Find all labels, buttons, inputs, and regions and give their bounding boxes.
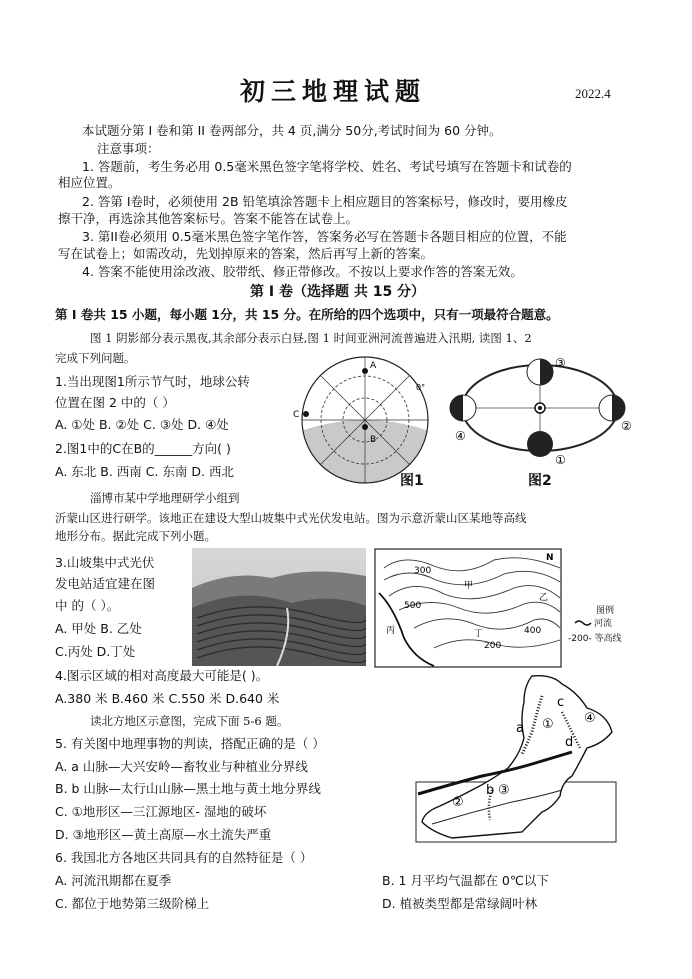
intro-line: 相应位置。	[58, 175, 121, 190]
figure-2-orbit-diagram	[445, 350, 635, 475]
intro-q34-line: 沂蒙山区进行研学。该地正在建设大型山坡集中式光伏发电站。图为示意沂蒙山区某地等高线	[55, 511, 527, 525]
place-label: 丁	[474, 629, 484, 639]
figure-2-label: 图2	[528, 473, 552, 489]
fig2-pos-4: ④	[455, 429, 466, 443]
q2-stem: 2.图1中的C在B的______方向( )	[55, 441, 231, 456]
legend-title: 图例	[596, 606, 615, 616]
intro-line: 本试题分第 I 卷和第 II 卷两部分，共 4 页,满分 50分,考试时间为 60 分钟。	[82, 123, 502, 138]
q4-options: A.380 米 B.460 米 C.550 米 D.640 米	[55, 691, 280, 706]
figure-1-label: 图1	[400, 473, 424, 489]
fig1-label-b: B	[370, 435, 377, 445]
place-label: 丙	[386, 626, 396, 636]
contour-label: 400	[524, 626, 542, 636]
q5-stem: 5. 有关图中地理事物的判读，搭配正确的是（ ）	[55, 736, 325, 751]
q5-option-c: C. ①地形区—三江源地区- 湿地的破坏	[55, 804, 267, 819]
q5-option-a: A. a 山脉—大兴安岭—畜牧业与种植业分界线	[55, 759, 308, 774]
intro-q56: 读北方地区示意图，完成下面 5-6 题。	[90, 714, 289, 728]
q3-options: A. 甲处 B. 乙处	[55, 621, 142, 636]
exam-date: 2022.4	[575, 86, 611, 101]
section-title: 第 I 卷（选择题 共 15 分）	[250, 284, 426, 300]
map-label-b: b	[486, 783, 495, 798]
q3-stem: 3.山坡集中式光伏	[55, 555, 155, 570]
map-label-d: d	[565, 735, 574, 750]
q6-option-a: A. 河流汛期都在夏季	[55, 873, 172, 888]
contour-label: 500	[404, 601, 422, 611]
place-label: 乙	[539, 593, 549, 603]
legend-river-symbol	[574, 618, 592, 628]
page-title: 初三地理试题	[240, 77, 427, 106]
q2-options: A. 东北 B. 西南 C. 东南 D. 西北	[55, 464, 234, 479]
intro-line: 1. 答题前，考生务必用 0.5毫米黑色签字笔将学校、姓名、考试号填写在答题卡和试卷的	[82, 159, 572, 174]
intro-line: 3. 第II卷必须用 0.5毫米黑色签字笔作答，答案务必写在答题卡各题目相应的位置，不能	[82, 229, 567, 244]
q6-option-d: D. 植被类型都是常绿阔叶林	[382, 896, 538, 911]
intro-line: 4. 答案不能使用涂改液、胶带纸、修正带修改。不按以上要求作答的答案无效。	[82, 264, 523, 279]
q5-option-b: B. b 山脉—太行山山脉—黑土地与黄土地分界线	[55, 781, 321, 796]
fig1-label-c: C	[293, 410, 300, 420]
intro-line: 注意事项：	[97, 141, 160, 156]
intro-q34-line: 地形分布。据此完成下列小题。	[55, 529, 216, 543]
section-instruction: 第 I 卷共 15 小题，每小题 1分，共 15 分。在所给的四个选项中，只有一项最符合题意。	[55, 307, 559, 322]
q1-options: A. ①处 B. ②处 C. ③处 D. ④处	[55, 417, 229, 432]
fig2-pos-3: ③	[555, 356, 566, 370]
intro-line: 写在试卷上；如需改动，先划掉原来的答案，然后再写上新的答案。	[58, 246, 434, 261]
map-north: N	[546, 553, 554, 563]
intro-q34-line: 淄博市某中学地理研学小组到	[90, 491, 240, 505]
q5-option-d: D. ③地形区—黄土高原—水土流失严重	[55, 827, 272, 842]
map-region-1: ①	[542, 717, 554, 732]
q6-stem: 6. 我国北方各地区共同具有的自然特征是（ ）	[55, 850, 313, 865]
q6-option-b: B. 1 月平均气温都在 0℃以下	[382, 873, 549, 888]
north-region-map	[412, 672, 618, 844]
q6-option-c: C. 都位于地势第三级阶梯上	[55, 896, 210, 911]
q4-stem: 4.图示区域的相对高度最大可能是( )。	[55, 668, 269, 683]
map-region-3: ③	[498, 783, 510, 798]
intro-q12-line: 图 1 阴影部分表示黑夜,其余部分表示白昼,图 1 时间亚洲河流普遍进入汛期, 读图 1、2	[90, 331, 532, 345]
legend-river: 河流	[594, 619, 613, 629]
fig2-pos-2: ②	[621, 419, 632, 433]
fig1-label-a: A	[370, 361, 377, 371]
q3-options: C.丙处 D.丁处	[55, 644, 136, 659]
q3-stem: 中 的（ ）。	[55, 598, 120, 613]
intro-q12-line: 完成下列问题。	[55, 351, 136, 365]
contour-label: 200	[484, 641, 502, 651]
q3-stem: 发电站适宜建在图	[55, 576, 156, 591]
figure-1-diagram	[290, 350, 440, 490]
intro-line: 2. 答第 I卷时，必须使用 2B 铅笔填涂答题卡上相应题目的答案标号，修改时，要用橡皮	[82, 194, 568, 209]
contour-map	[374, 548, 562, 668]
fig2-pos-1: ①	[555, 453, 566, 467]
q1-stem: 位置在图 2 中的（ ）	[55, 395, 175, 410]
contour-label: 300	[414, 566, 432, 576]
solar-station-photo	[192, 548, 366, 666]
map-label-a: a	[516, 721, 524, 736]
map-region-4: ④	[584, 711, 596, 726]
q1-stem: 1.当出现图1所示节气时，地球公转	[55, 374, 250, 389]
intro-line: 擦干净，再选涂其他答案标号。答案不能答在试卷上。	[58, 211, 359, 226]
map-region-2: ②	[452, 795, 464, 810]
fig1-label-deg: 0°	[416, 383, 426, 392]
legend-contour: -200- 等高线	[568, 634, 622, 644]
place-label: 甲	[464, 581, 474, 591]
map-label-c: c	[557, 695, 565, 710]
